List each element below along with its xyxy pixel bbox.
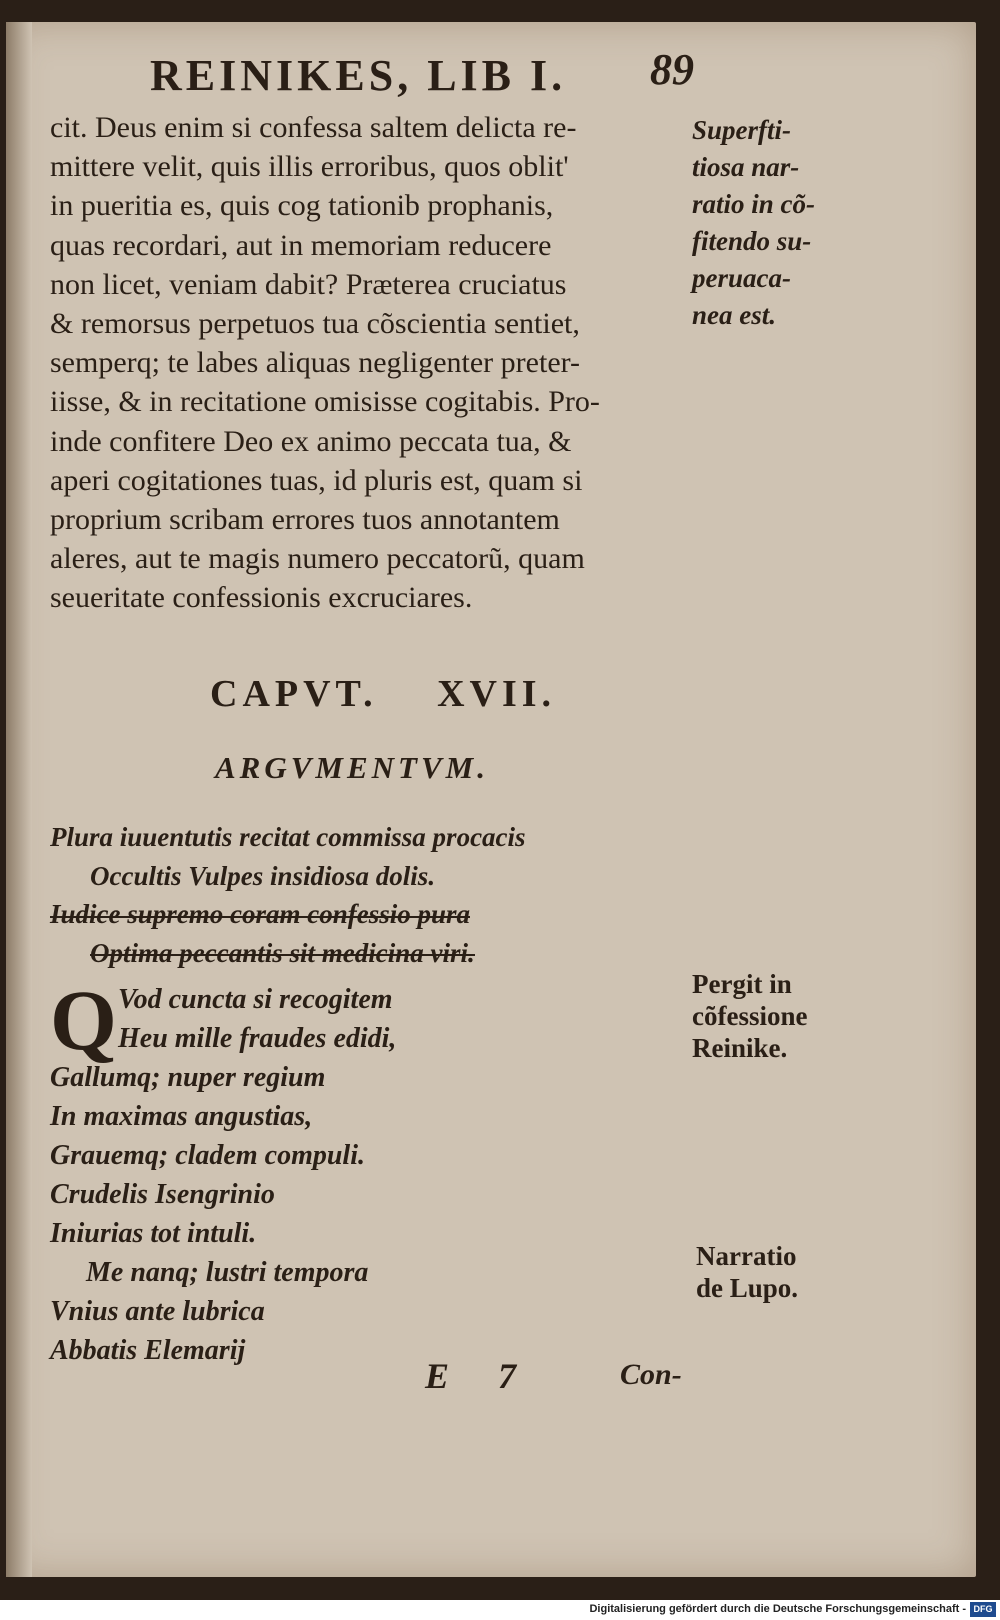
margin-line: tiosa nar- bbox=[692, 152, 800, 182]
poem-line: Abbatis Elemarij bbox=[50, 1335, 246, 1366]
footer-text: Digitalisierung gefördert durch die Deutsche Forschungsgemeinschaft - bbox=[589, 1603, 966, 1615]
margin-line: Pergit in bbox=[692, 969, 792, 999]
body-line: in pueritia es, quis cog tationib prophanis, bbox=[50, 189, 554, 223]
poem-line: Grauemq; cladem compuli. bbox=[50, 1140, 365, 1171]
body-line: mittere velit, quis illis erroribus, quos oblit' bbox=[50, 150, 569, 184]
poem-line: Me nanq; lustri tempora bbox=[86, 1257, 369, 1288]
page-number: 89 bbox=[650, 45, 694, 94]
margin-line: Narratio bbox=[696, 1241, 797, 1271]
body-paragraph bbox=[50, 108, 690, 618]
page-gutter bbox=[6, 22, 32, 1577]
body-line: & remorsus perpetuos tua cõscientia sentiet, bbox=[50, 307, 580, 341]
chapter-heading bbox=[210, 672, 556, 716]
body-line: quas recordari, aut in memoriam reducere bbox=[50, 228, 552, 262]
body-line: iisse, & in recitatione omisisse cogitabis. Pro- bbox=[50, 385, 600, 419]
digitization-footer bbox=[0, 1600, 1000, 1620]
poem-line: In maximas angustias, bbox=[50, 1101, 313, 1132]
chapter-number: XVII. bbox=[437, 673, 557, 715]
header-title: REINIKES, LIB I. bbox=[150, 51, 567, 100]
argument-line-struck: Iudice supremo coram confessio pura bbox=[50, 899, 471, 929]
catchword: Con- bbox=[620, 1358, 682, 1391]
margin-line: ratio in cõ- bbox=[692, 189, 816, 219]
body-line: seueritate confessionis excruciares. bbox=[50, 581, 473, 615]
margin-line: fitendo su- bbox=[692, 226, 812, 256]
drop-capital: Q bbox=[50, 972, 117, 1068]
argument-line: Occultis Vulpes insidiosa dolis. bbox=[90, 860, 436, 891]
poem-line: Crudelis Isengrinio bbox=[50, 1179, 275, 1210]
body-line: inde confitere Deo ex animo peccata tua, & bbox=[50, 424, 572, 458]
body-line: aleres, aut te magis numero peccatorũ, quam bbox=[50, 542, 585, 576]
body-line: non licet, veniam dabit? Præterea cruciatus bbox=[50, 267, 567, 301]
poem-line: Gallumq; nuper regium bbox=[50, 1062, 326, 1093]
poem bbox=[50, 972, 690, 1370]
body-line: aperi cogitationes tuas, id pluris est, quam si bbox=[50, 463, 583, 497]
margin-note-confession bbox=[692, 968, 807, 1064]
body-line: proprium scribam errores tuos annotantem bbox=[50, 503, 560, 537]
signature-mark: E 7 bbox=[425, 1356, 537, 1396]
body-line: cit. Deus enim si confessa saltem delicta re- bbox=[50, 111, 577, 144]
argument-verses bbox=[50, 818, 690, 972]
margin-note-superstition bbox=[692, 112, 815, 334]
poem-line: Vnius ante lubrica bbox=[50, 1296, 265, 1327]
margin-line: de Lupo. bbox=[696, 1273, 799, 1303]
running-header bbox=[150, 45, 694, 101]
poem-line: Iniurias tot intuli. bbox=[50, 1218, 257, 1249]
poem-line: Heu mille fraudes edidi, bbox=[118, 1023, 397, 1054]
body-line: semperq; te labes aliquas negligenter preter- bbox=[50, 346, 581, 380]
margin-note-wolf bbox=[696, 1240, 798, 1304]
dfg-logo: DFG bbox=[970, 1602, 996, 1617]
margin-line: Superfti- bbox=[692, 115, 792, 145]
argument-title: ARGVMENTVM. bbox=[215, 750, 489, 785]
argument-line: Plura iuuentutis recitat commissa procacis bbox=[50, 822, 526, 852]
margin-line: Reinike. bbox=[692, 1033, 788, 1063]
argument-line-struck: Optima peccantis sit medicina viri. bbox=[90, 937, 475, 968]
chapter-label: CAPVT. bbox=[210, 673, 378, 715]
poem-line: Vod cuncta si recogitem bbox=[118, 984, 393, 1015]
margin-line: cõfessione bbox=[692, 1001, 808, 1031]
margin-line: nea est. bbox=[692, 300, 776, 330]
margin-line: peruaca- bbox=[692, 263, 791, 293]
